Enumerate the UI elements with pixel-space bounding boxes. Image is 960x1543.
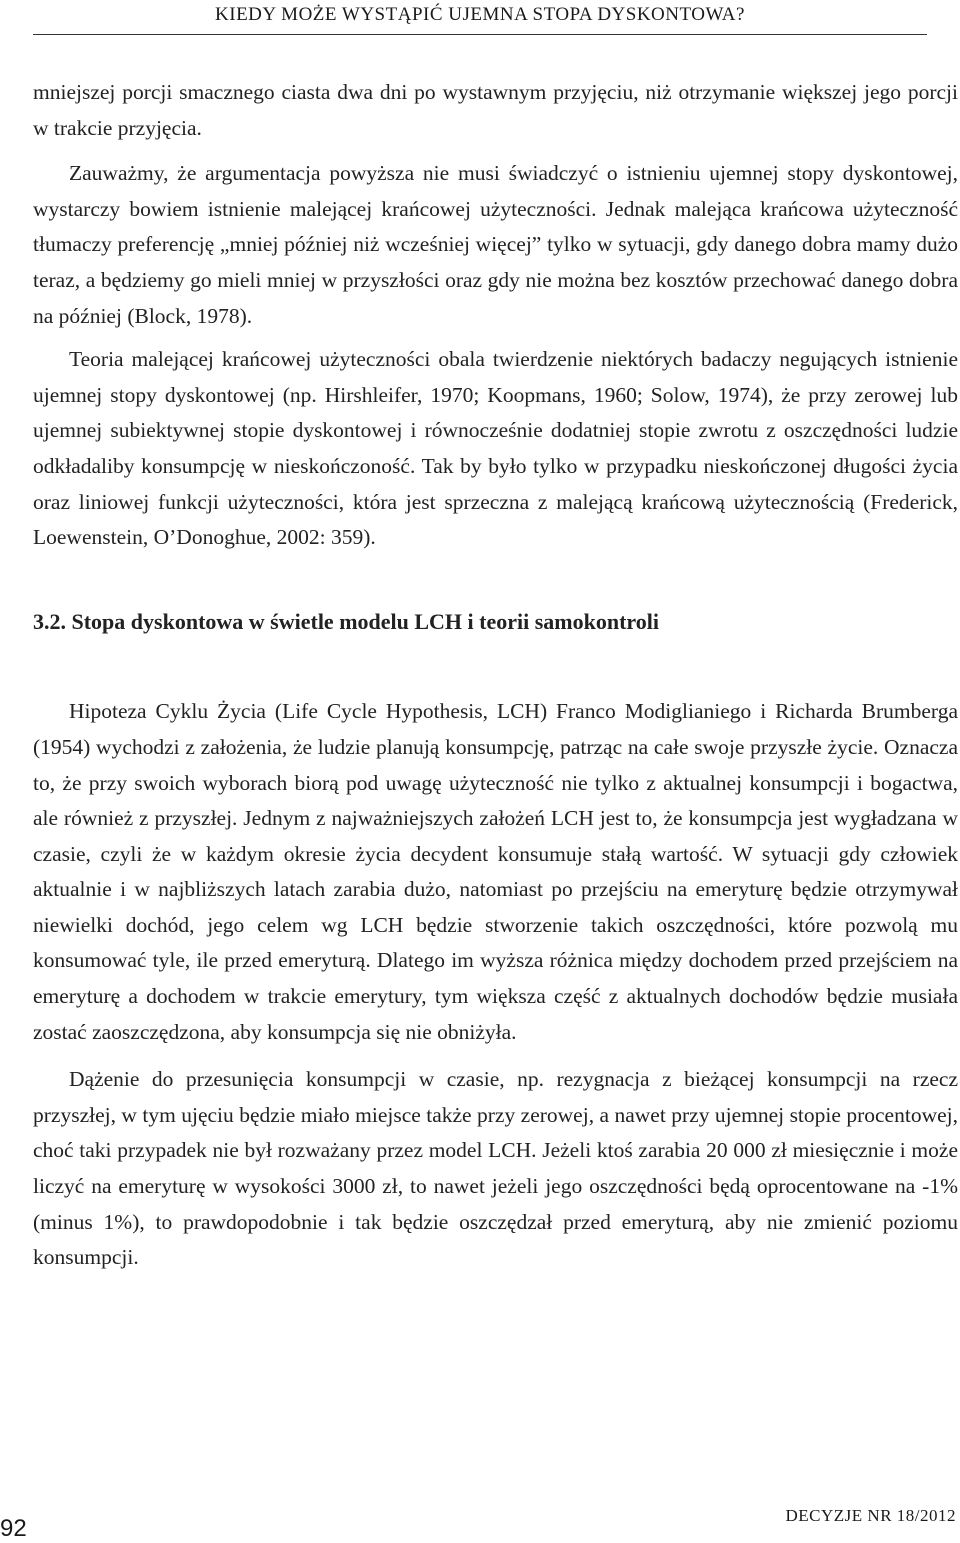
journal-footer: DECYZJE NR 18/2012 [785,1506,956,1525]
section-heading [33,604,958,640]
header-rule [33,34,927,35]
section-title: Stopa dyskontowa w świetle modelu LCH i teorii samokontroli [71,608,660,634]
section-number: 3.2. [33,608,66,634]
running-title: KIEDY MOŻE WYSTĄPIĆ UJEMNA STOPA DYSKONTOWA? [215,4,745,25]
paragraph: Teoria malejącej krańcowej użyteczności obala twierdzenie niektórych badaczy negujących istnienie ujemnej stopy dyskontowej (np. Hirshleifer, 1970; Koopmans, 1960; Solow, 1974), że przy zerowej lub ujemnej subiektywnej stopie dyskontowej i równocześnie dodatniej stopie zwrotu z oszczędności ludzie odkładaliby konsumpcję w nieskończoność. Tak by było tylko w przypadku nieskończonej długości życia oraz liniowej funkcji użyteczności, która jest sprzeczna z malejącą krańcową użytecznością (Frederick, Loewenstein, O’Donoghue, 2002: 359). [33,347,958,550]
body-text [33,75,958,1276]
paragraph: Dążenie do przesunięcia konsumpcji w czasie, np. rezygnacja z bieżącej konsumpcji na rzecz przyszłej, w tym ujęciu będzie miało miejsce także przy zerowej, a nawet przy ujemnej stopie procentowej, choć taki przypadek nie był rozważany przez model LCH. Jeżeli ktoś zarabia 20 000 zł miesięcznie i może liczyć na emeryturę w wysokości 3000 zł, to nawet jeżeli jego oszczędności będą oprocentowane na -1% (minus 1%), to prawdopodobnie i tak będzie oszczędzał przed emeryturą, aby nie zmienić poziomu konsumpcji. [33,1067,958,1270]
paragraph: Hipoteza Cyklu Życia (Life Cycle Hypothesis, LCH) Franco Modiglianiego i Richarda Brumberga (1954) wychodzi z założenia, że ludzie planują konsumpcję, patrząc na całe swoje przyszłe życie. Oznacza to, że przy swoich wyborach biorą pod uwagę użyteczność nie tylko z aktualnej konsumpcji i bogactwa, ale również z przyszłej. Jednym z najważniejszych założeń LCH jest to, że konsumpcja jest wygładzana w czasie, czyli że w każdym okresie życia decydent konsumuje stałą wartość. W sytuacji gdy człowiek aktualnie i w najbliższych latach zarabia dużo, natomiast po przejściu na emeryturę będzie otrzymywał niewielki dochód, jego celem wg LCH będzie stworzenie takich oszczędności, które pozwolą mu konsumować tyle, ile przed emeryturą. Dlatego im wyższa różnica między dochodem przed przejściem na emeryturę a dochodem w trakcie emerytury, tym większa część z aktualnych dochodów będzie musiała zostać zaoszczędzona, aby konsumpcja się nie obniżyła. [33,699,958,1044]
page-number: 92 [0,1515,27,1542]
paragraph: Zauważmy, że argumentacja powyższa nie musi świadczyć o istnieniu ujemnej stopy dyskontowej, wystarczy bowiem istnienie malejącej krańcowej użyteczności. Jednak malejąca krańcowa użyteczność tłumaczy preferencję „mniej później niż wcześniej więcej” tylko w sytuacji, gdy danego dobra mamy dużo teraz, a będziemy go mieli mniej w przyszłości oraz gdy nie można bez kosztów przechować danego dobra na później (Block, 1978). [33,161,958,328]
paragraph-continuation: mniejszej porcji smacznego ciasta dwa dni po wystawnym przyjęciu, niż otrzymanie większej jego porcji w trakcie przyjęcia. [33,80,958,140]
